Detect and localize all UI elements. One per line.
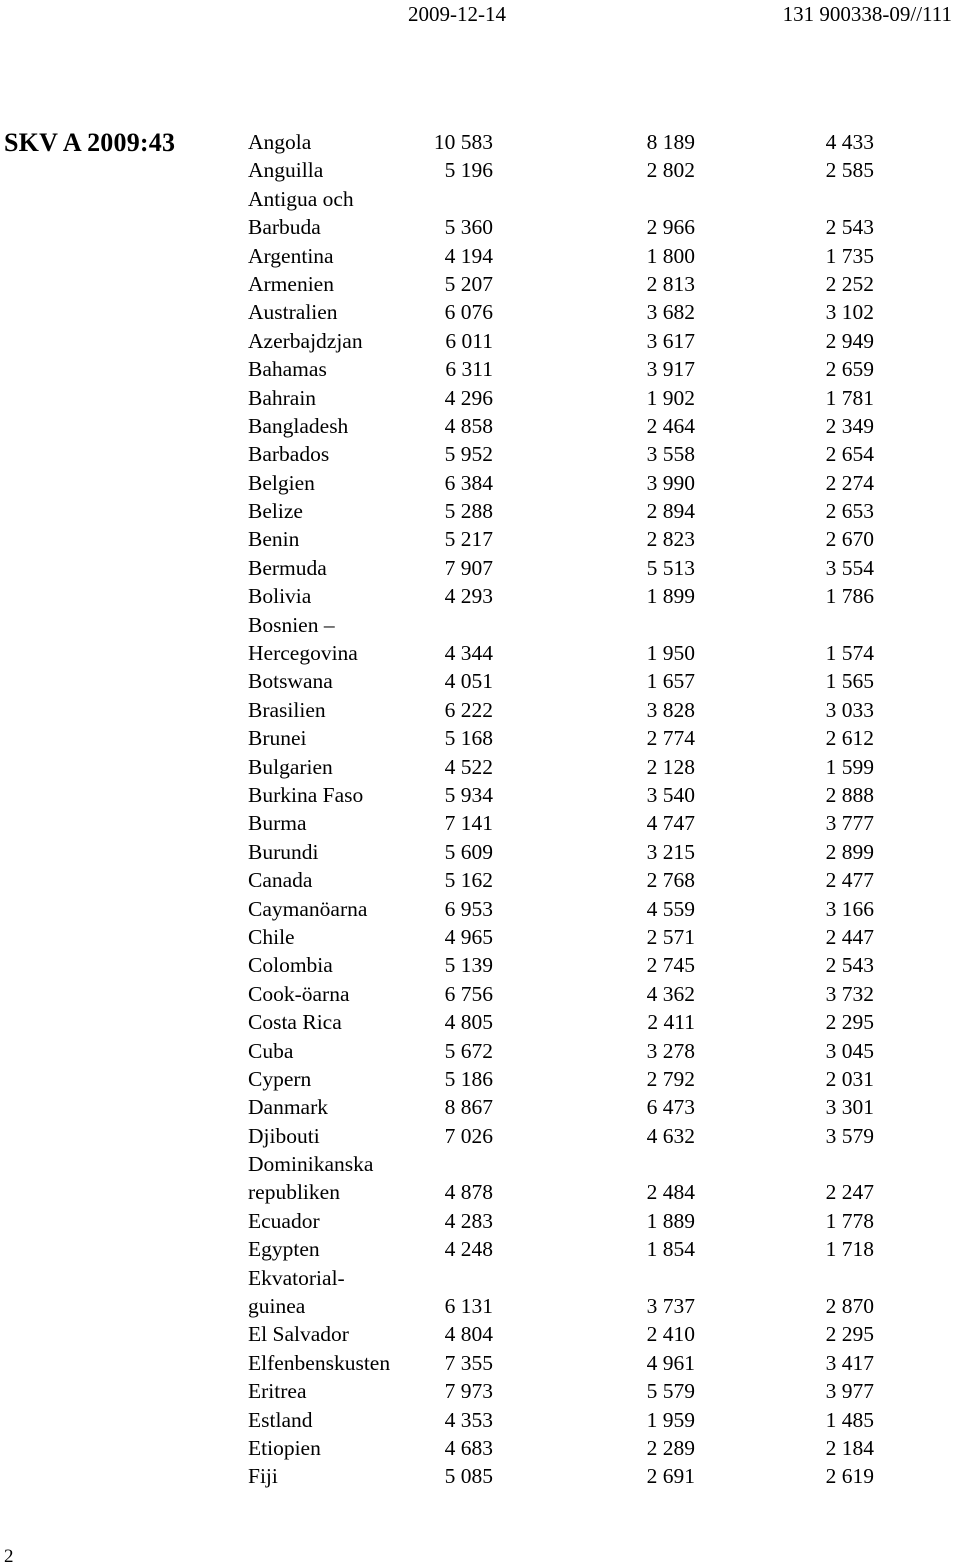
value-cell-3: 3 417	[825, 1350, 874, 1375]
table-row	[248, 384, 888, 412]
value-cell-3: 3 301	[825, 1095, 874, 1120]
value-cell-3: 3 732	[825, 981, 874, 1006]
value-cell-3: 2 247	[825, 1180, 874, 1205]
country-cell: Bosnien –	[248, 612, 335, 637]
value-cell-3: 2 670	[825, 527, 874, 552]
value-cell-2: 2 411	[647, 1010, 695, 1035]
value-cell-1: 5 162	[444, 868, 493, 893]
value-cell-1: 5 288	[444, 499, 493, 524]
table-row	[248, 1150, 888, 1178]
value-cell-3: 2 274	[825, 470, 874, 495]
table-row	[248, 1122, 888, 1150]
value-cell-1: 7 355	[444, 1350, 493, 1375]
country-cell: Bulgarien	[248, 754, 333, 779]
country-cell: Benin	[248, 527, 300, 552]
table-row	[248, 753, 888, 781]
value-cell-3: 2 585	[825, 158, 874, 183]
value-cell-1: 4 194	[444, 243, 493, 268]
value-cell-3: 2 654	[825, 442, 874, 467]
value-cell-2: 3 558	[646, 442, 695, 467]
value-cell-2: 2 289	[646, 1435, 695, 1460]
table-row	[248, 639, 888, 667]
value-cell-1: 4 353	[444, 1407, 493, 1432]
country-cell: Cook-öarna	[248, 981, 350, 1006]
table-row	[248, 1264, 888, 1292]
value-cell-2: 5 579	[646, 1379, 695, 1404]
value-cell-3: 2 543	[825, 215, 874, 240]
table-row	[248, 1178, 888, 1206]
value-cell-2: 1 959	[646, 1407, 695, 1432]
value-cell-3: 1 778	[825, 1208, 874, 1233]
value-cell-2: 2 894	[646, 499, 695, 524]
value-cell-3: 1 599	[825, 754, 874, 779]
value-cell-1: 5 139	[444, 953, 493, 978]
country-cell: Djibouti	[248, 1123, 320, 1148]
page-number: 2	[4, 1546, 14, 1567]
table-row	[248, 185, 888, 213]
country-cell: Egypten	[248, 1237, 320, 1262]
value-cell-2: 1 899	[646, 584, 695, 609]
value-cell-1: 7 907	[444, 555, 493, 580]
country-cell: Danmark	[248, 1095, 328, 1120]
value-cell-3: 2 870	[825, 1294, 874, 1319]
value-cell-1: 4 283	[444, 1208, 493, 1233]
value-cell-2: 3 540	[646, 782, 695, 807]
value-cell-3: 3 579	[825, 1123, 874, 1148]
value-cell-3: 2 888	[825, 782, 874, 807]
value-cell-2: 2 464	[646, 413, 695, 438]
value-cell-1: 4 296	[444, 385, 493, 410]
value-cell-2: 3 990	[646, 470, 695, 495]
value-cell-1: 4 051	[444, 669, 493, 694]
country-cell: Bahrain	[248, 385, 317, 410]
value-cell-2: 4 362	[646, 981, 695, 1006]
value-cell-3: 2 619	[825, 1464, 874, 1489]
value-cell-1: 6 222	[444, 697, 493, 722]
value-cell-2: 2 768	[646, 868, 695, 893]
table-row	[248, 866, 888, 894]
value-cell-2: 4 961	[646, 1350, 695, 1375]
value-cell-1: 6 131	[444, 1294, 493, 1319]
country-cell: Bahamas	[248, 357, 327, 382]
table-row	[248, 667, 888, 695]
value-cell-2: 1 657	[646, 669, 695, 694]
value-cell-1: 6 756	[444, 981, 493, 1006]
country-cell: Azerbajdzjan	[248, 328, 363, 353]
table-row	[248, 412, 888, 440]
value-cell-3: 2 659	[825, 357, 874, 382]
table-row	[248, 156, 888, 184]
value-cell-1: 5 196	[444, 158, 493, 183]
table-row	[248, 1008, 888, 1036]
value-cell-1: 5 934	[444, 782, 493, 807]
table-row	[248, 696, 888, 724]
country-cell: Burundi	[248, 839, 319, 864]
country-cell: Barbados	[248, 442, 330, 467]
value-cell-1: 6 011	[445, 328, 493, 353]
value-cell-2: 3 917	[646, 357, 695, 382]
value-cell-2: 1 854	[646, 1237, 695, 1262]
value-cell-1: 6 384	[444, 470, 493, 495]
value-cell-1: 7 026	[444, 1123, 493, 1148]
table-row	[248, 440, 888, 468]
value-cell-2: 2 813	[646, 271, 695, 296]
value-cell-3: 2 184	[825, 1435, 874, 1460]
country-cell: Caymanöarna	[248, 896, 368, 921]
value-cell-2: 4 632	[646, 1123, 695, 1148]
table-row	[248, 611, 888, 639]
value-cell-3: 1 565	[825, 669, 874, 694]
country-cell: Hercegovina	[248, 641, 358, 666]
value-cell-3: 3 777	[825, 811, 874, 836]
table-row	[248, 1065, 888, 1093]
country-cell: Anguilla	[248, 158, 324, 183]
value-cell-1: 5 952	[444, 442, 493, 467]
value-cell-2: 1 902	[646, 385, 695, 410]
value-cell-2: 2 745	[646, 953, 695, 978]
value-cell-3: 1 574	[825, 641, 874, 666]
value-cell-1: 8 867	[444, 1095, 493, 1120]
value-cell-2: 2 792	[646, 1066, 695, 1091]
value-cell-1: 5 217	[444, 527, 493, 552]
value-cell-1: 5 085	[444, 1464, 493, 1489]
value-cell-1: 6 076	[444, 300, 493, 325]
table-row	[248, 809, 888, 837]
value-cell-3: 2 477	[825, 868, 874, 893]
country-cell: Brunei	[248, 726, 307, 751]
header-date: 2009-12-14	[408, 2, 506, 26]
value-cell-2: 2 966	[646, 215, 695, 240]
table-row	[248, 1037, 888, 1065]
value-cell-3: 2 031	[825, 1066, 874, 1091]
table-row	[248, 1235, 888, 1263]
table-row	[248, 781, 888, 809]
country-cell: Antigua och	[248, 186, 354, 211]
value-cell-3: 1 781	[825, 385, 874, 410]
value-cell-3: 2 447	[825, 924, 874, 949]
value-cell-2: 2 484	[646, 1180, 695, 1205]
table-row	[248, 838, 888, 866]
value-cell-3: 2 295	[825, 1010, 874, 1035]
value-cell-3: 3 554	[825, 555, 874, 580]
table-row	[248, 497, 888, 525]
value-cell-2: 1 800	[646, 243, 695, 268]
country-cell: Colombia	[248, 953, 333, 978]
country-cell: Dominikanska	[248, 1152, 374, 1177]
value-cell-2: 3 682	[646, 300, 695, 325]
table-row	[248, 1320, 888, 1348]
value-cell-2: 2 823	[646, 527, 695, 552]
country-cell: Barbuda	[248, 215, 321, 240]
value-cell-3: 3 045	[825, 1038, 874, 1063]
value-cell-1: 4 293	[444, 584, 493, 609]
value-cell-3: 2 899	[825, 839, 874, 864]
country-cell: Armenien	[248, 271, 334, 296]
country-cell: Etiopien	[248, 1435, 321, 1460]
table-row	[248, 242, 888, 270]
table-row	[248, 582, 888, 610]
table-row	[248, 213, 888, 241]
value-cell-3: 2 543	[825, 953, 874, 978]
value-cell-1: 4 965	[444, 924, 493, 949]
country-cell: Ekvatorial-	[248, 1265, 345, 1290]
table-row	[248, 1349, 888, 1377]
value-cell-3: 1 735	[825, 243, 874, 268]
country-cell: guinea	[248, 1294, 306, 1319]
country-cell: Angola	[248, 130, 312, 154]
country-cell: El Salvador	[248, 1322, 349, 1347]
value-cell-2: 3 278	[646, 1038, 695, 1063]
table-row	[248, 327, 888, 355]
country-cell: Chile	[248, 924, 295, 949]
table-row	[248, 951, 888, 979]
table-row	[248, 1462, 888, 1490]
table-row	[248, 355, 888, 383]
value-cell-2: 3 617	[646, 328, 695, 353]
value-cell-2: 4 559	[646, 896, 695, 921]
value-cell-1: 4 248	[444, 1237, 493, 1262]
country-cell: Eritrea	[248, 1379, 307, 1404]
country-cell: Argentina	[248, 243, 334, 268]
table-row	[248, 724, 888, 752]
value-cell-2: 2 128	[646, 754, 695, 779]
header-reference: 131 900338-09//111	[782, 2, 952, 26]
value-cell-1: 4 522	[444, 754, 493, 779]
value-cell-3: 3 977	[825, 1379, 874, 1404]
table-row	[248, 923, 888, 951]
country-cell: republiken	[248, 1180, 340, 1205]
value-cell-1: 4 805	[444, 1010, 493, 1035]
value-cell-3: 2 349	[825, 413, 874, 438]
country-cell: Elfenbenskusten	[248, 1350, 391, 1375]
value-cell-1: 10 583	[433, 130, 493, 154]
value-cell-3: 4 433	[825, 130, 874, 154]
table-row	[248, 1406, 888, 1434]
table-row	[248, 525, 888, 553]
value-cell-3: 3 033	[825, 697, 874, 722]
value-cell-1: 5 186	[444, 1066, 493, 1091]
country-cell: Estland	[248, 1407, 313, 1432]
value-cell-2: 6 473	[646, 1095, 695, 1120]
table-row	[248, 1434, 888, 1462]
value-cell-2: 2 802	[646, 158, 695, 183]
table-row	[248, 270, 888, 298]
value-cell-1: 7 973	[444, 1379, 493, 1404]
value-cell-3: 2 612	[825, 726, 874, 751]
country-cell: Belize	[248, 499, 303, 524]
value-cell-1: 6 311	[445, 357, 493, 382]
value-cell-3: 1 786	[825, 584, 874, 609]
country-cell: Ecuador	[248, 1208, 320, 1233]
country-cell: Brasilien	[248, 697, 326, 722]
table-row	[248, 895, 888, 923]
value-cell-2: 1 950	[646, 641, 695, 666]
value-cell-2: 3 737	[646, 1294, 695, 1319]
table-row	[248, 1207, 888, 1235]
value-cell-3: 2 949	[825, 328, 874, 353]
country-cell: Burma	[248, 811, 307, 836]
value-cell-3: 3 102	[825, 300, 874, 325]
country-cell: Burkina Faso	[248, 782, 364, 807]
country-cell: Fiji	[248, 1464, 278, 1489]
country-cell: Cuba	[248, 1038, 294, 1063]
value-cell-1: 6 953	[444, 896, 493, 921]
value-cell-1: 5 609	[444, 839, 493, 864]
value-cell-1: 4 804	[444, 1322, 493, 1347]
value-cell-1: 5 168	[444, 726, 493, 751]
value-cell-1: 4 858	[444, 413, 493, 438]
country-cell: Bangladesh	[248, 413, 349, 438]
value-cell-3: 3 166	[825, 896, 874, 921]
country-cell: Canada	[248, 868, 313, 893]
country-cell: Australien	[248, 300, 338, 325]
value-cell-1: 4 878	[444, 1180, 493, 1205]
value-cell-3: 2 653	[825, 499, 874, 524]
country-cell: Belgien	[248, 470, 315, 495]
value-cell-3: 2 252	[825, 271, 874, 296]
value-cell-3: 2 295	[825, 1322, 874, 1347]
country-cell: Costa Rica	[248, 1010, 342, 1035]
table-row	[248, 980, 888, 1008]
value-cell-1: 5 207	[444, 271, 493, 296]
value-cell-2: 2 691	[646, 1464, 695, 1489]
value-cell-2: 1 889	[646, 1208, 695, 1233]
value-cell-1: 7 141	[444, 811, 493, 836]
document-reference: SKV A 2009:43	[4, 128, 176, 157]
value-cell-3: 1 718	[825, 1237, 874, 1262]
table-row	[248, 298, 888, 326]
value-cell-2: 2 774	[646, 726, 695, 751]
country-cell: Botswana	[248, 669, 333, 694]
table-row	[248, 1377, 888, 1405]
country-cell: Bolivia	[248, 584, 312, 609]
value-cell-2: 5 513	[646, 555, 695, 580]
value-cell-1: 4 344	[444, 641, 493, 666]
value-cell-2: 8 189	[646, 130, 695, 154]
value-cell-2: 3 215	[646, 839, 695, 864]
value-cell-2: 2 410	[646, 1322, 695, 1347]
value-cell-1: 5 360	[444, 215, 493, 240]
country-cell: Cypern	[248, 1066, 312, 1091]
value-cell-1: 4 683	[444, 1435, 493, 1460]
table-row	[248, 1292, 888, 1320]
table-row	[248, 469, 888, 497]
table-row	[248, 1093, 888, 1121]
value-cell-2: 3 828	[646, 697, 695, 722]
value-cell-2: 2 571	[646, 924, 695, 949]
value-cell-1: 5 672	[444, 1038, 493, 1063]
value-cell-3: 1 485	[825, 1407, 874, 1432]
table-row	[248, 554, 888, 582]
country-cell: Bermuda	[248, 555, 327, 580]
allowance-table	[248, 128, 888, 1491]
table-row	[248, 128, 888, 156]
value-cell-2: 4 747	[646, 811, 695, 836]
